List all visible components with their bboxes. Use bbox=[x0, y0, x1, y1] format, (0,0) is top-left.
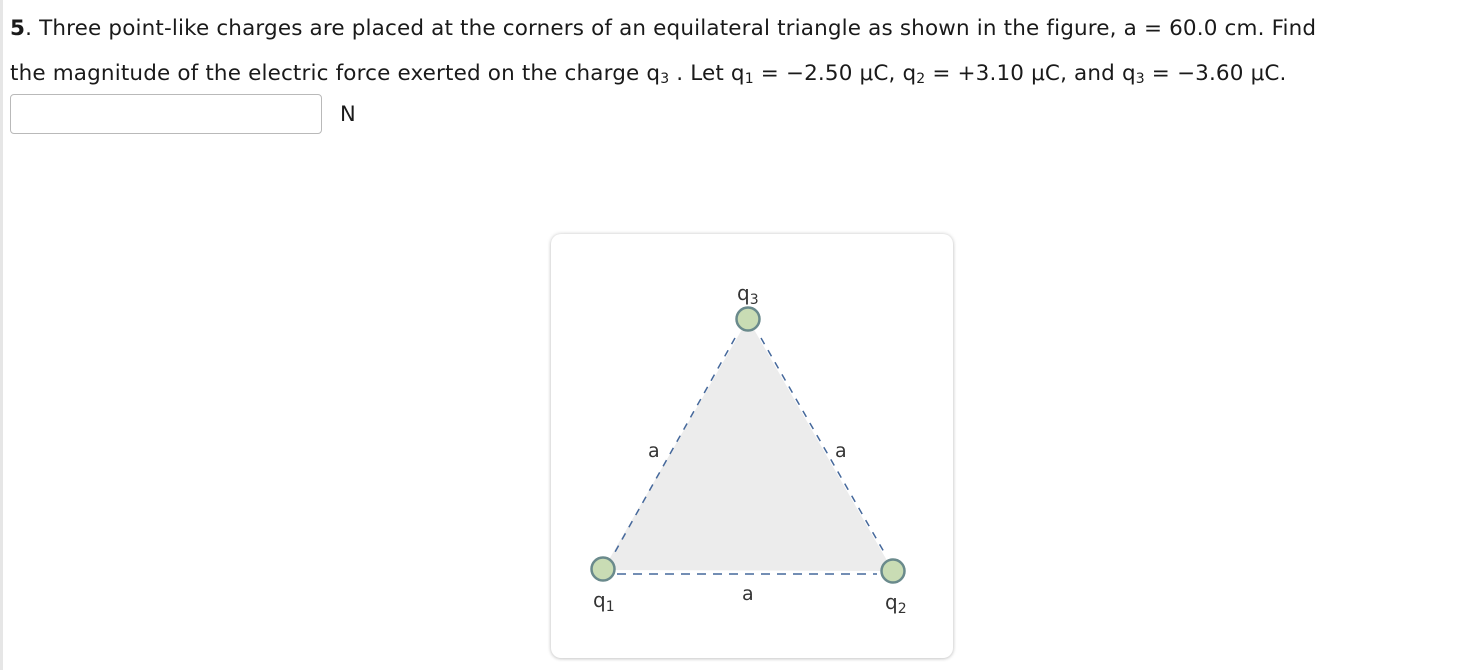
charge-q2 bbox=[882, 560, 905, 583]
charge-q1 bbox=[592, 558, 615, 581]
left-border bbox=[0, 0, 3, 670]
label-side-left: a bbox=[648, 440, 660, 462]
triangle-fill bbox=[603, 319, 893, 571]
label-q3-sub: 3 bbox=[749, 292, 759, 308]
q2-subscript: 2 bbox=[916, 71, 926, 87]
label-q2-sub: 2 bbox=[897, 601, 907, 617]
question-line-1 bbox=[10, 6, 1472, 51]
q3-subscript-2: 3 bbox=[1135, 71, 1145, 87]
label-side-bottom: a bbox=[742, 583, 754, 605]
charge-q3 bbox=[737, 308, 760, 331]
question-line-2 bbox=[10, 51, 1472, 96]
question-text-part-1: . Three point-like charges are placed at the corners of an equilateral triangle as shown in the figure, a = 60.0 cm. Find bbox=[25, 16, 1317, 41]
q3-subscript: 3 bbox=[660, 71, 670, 87]
question-text-part-6: = −3.60 μC. bbox=[1144, 61, 1287, 86]
question-text-part-2: the magnitude of the electric force exerted on the charge q bbox=[10, 61, 661, 86]
figure-card bbox=[551, 234, 953, 658]
question-text-part-4: = −2.50 μC, q bbox=[753, 61, 917, 86]
label-q1-sub: 1 bbox=[605, 599, 615, 615]
label-side-right: a bbox=[835, 440, 847, 462]
question-number: 5 bbox=[10, 16, 26, 41]
answer-input[interactable] bbox=[10, 94, 322, 134]
label-q3: $q_3$ bbox=[737, 281, 759, 308]
question-text-part-3: . Let q bbox=[669, 61, 745, 86]
q1-subscript: 1 bbox=[744, 71, 754, 87]
question-text-part-5: = +3.10 μC, and q bbox=[925, 61, 1136, 86]
question-text bbox=[10, 6, 1472, 96]
triangle-figure bbox=[551, 234, 953, 658]
label-q2: $q_2$ bbox=[885, 590, 907, 617]
label-q1: $q_1$ bbox=[593, 588, 615, 615]
answer-row bbox=[10, 93, 356, 135]
unit-label: N bbox=[340, 102, 356, 126]
